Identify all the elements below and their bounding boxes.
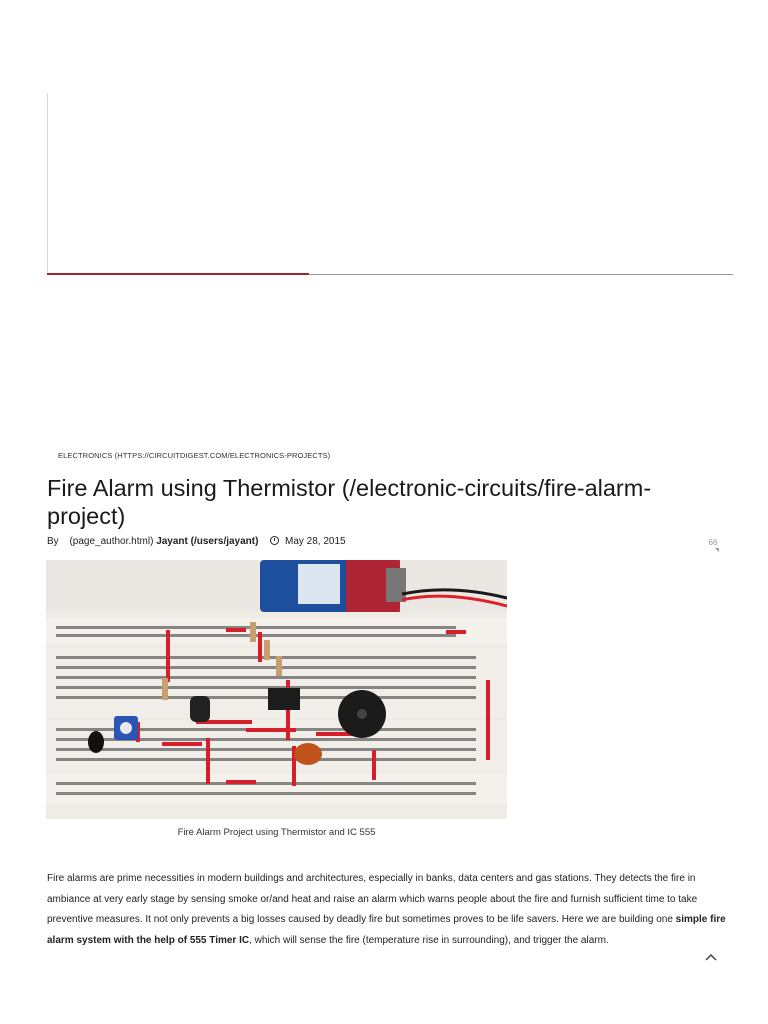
byline-by: By (47, 536, 59, 547)
category-link[interactable]: ELECTRONICS (HTTPS://CIRCUITDIGEST.COM/ELECTRONICS-PROJECTS) (58, 451, 331, 460)
paragraph-bold-text: simple fire alarm system with the help of 555 Timer IC (47, 914, 726, 946)
article-paragraph (47, 869, 727, 951)
article-title: Fire Alarm using Thermistor (/electronic-circuits/fire-alarm-project) (47, 475, 652, 529)
paragraph-text-2: , which will sense the fire (temperature rise in surrounding), and trigger the alarm. (249, 934, 609, 946)
comment-count: 66 (708, 538, 718, 547)
section-divider-accent (47, 273, 309, 275)
byline (47, 536, 346, 547)
image-caption: Fire Alarm Project using Thermistor and IC 555 (177, 827, 376, 838)
paragraph-text-1: Fire alarms are prime necessities in modern buildings and architectures, especially in banks, data centers and gas stations. They detects the fire in ambiance at very early stage by sensing smoke or/and heat and raise an alarm which warns people about the fire and furnish sufficient time to take preventive measures. It not only prevents a big losses caused by deadly fire but sometimes proves to be life savers. Here we are building one (47, 873, 698, 925)
comment-count-badge[interactable] (707, 538, 719, 552)
advertisement-area (47, 93, 733, 274)
article-image (46, 560, 507, 819)
comment-bubble-icon (715, 548, 719, 552)
scroll-to-top-button[interactable] (703, 950, 719, 964)
publish-date: May 28, 2015 (285, 536, 346, 547)
page-author-link[interactable]: (page_author.html) (69, 536, 154, 547)
author-link[interactable]: Jayant (/users/jayant) (156, 536, 259, 547)
chevron-up-icon (705, 953, 717, 961)
clock-icon (270, 536, 279, 545)
